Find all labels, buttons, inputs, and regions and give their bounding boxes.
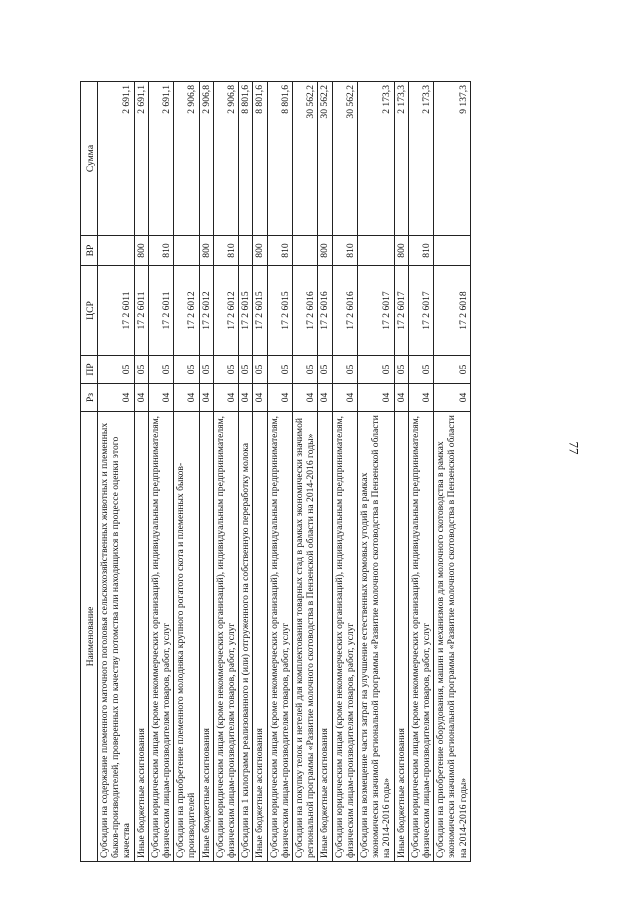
cell-pr: 05 xyxy=(434,356,471,384)
cell-vr xyxy=(239,236,253,266)
cell-name: Иные бюджетные ассигнования xyxy=(199,412,213,862)
cell-csr: 17 2 6016 xyxy=(318,266,332,356)
table-row xyxy=(267,82,292,862)
cell-vr: 800 xyxy=(394,236,408,266)
cell-name: Субсидии на содержание племенного маточного поголовья сельскохозяйственных животных и племенных быков-производителей, проверенных по качеству потомства или находящихся в процессе оценки этого качества xyxy=(98,412,135,862)
cell-name: Субсидии юридическим лицам (кроме некоммерческих организаций), индивидуальным предпринимателям, физическим лицам-производителям товаров, работ, услуг xyxy=(213,412,238,862)
cell-name: Субсидии на приобретение племенного молодняка крупного рогатого скота и племенных быков-производителей xyxy=(174,412,199,862)
cell-csr: 17 2 6017 xyxy=(358,266,395,356)
cell-name: Иные бюджетные ассигнования xyxy=(134,412,148,862)
cell-pr: 05 xyxy=(358,356,395,384)
table-row xyxy=(408,82,433,862)
cell-csr: 17 2 6017 xyxy=(394,266,408,356)
cell-vr: 800 xyxy=(134,236,148,266)
cell-pr: 05 xyxy=(253,356,267,384)
cell-name: Субсидии юридическим лицам (кроме некоммерческих организаций), индивидуальным предпринимателям, физическим лицам-производителям товаров, работ, услуг xyxy=(267,412,292,862)
header-vr: ВР xyxy=(81,236,98,266)
cell-sum: 2 173,3 xyxy=(408,82,433,236)
cell-name: Субсидии юридическим лицам (кроме некоммерческих организаций), индивидуальным предпринимателям, физическим лицам-производителям товаров, работ, услуг xyxy=(148,412,173,862)
cell-sum: 2 906,8 xyxy=(199,82,213,236)
cell-sum: 2 691,1 xyxy=(98,82,135,236)
cell-pr: 05 xyxy=(174,356,199,384)
cell-csr: 17 2 6018 xyxy=(434,266,471,356)
cell-rz: 04 xyxy=(98,384,135,412)
cell-sum: 2 906,8 xyxy=(213,82,238,236)
table-row xyxy=(332,82,357,862)
cell-sum: 2 173,3 xyxy=(358,82,395,236)
cell-sum: 2 691,1 xyxy=(134,82,148,236)
cell-csr: 17 2 6011 xyxy=(148,266,173,356)
cell-vr: 810 xyxy=(332,236,357,266)
cell-rz: 04 xyxy=(434,384,471,412)
cell-pr: 05 xyxy=(408,356,433,384)
table-body xyxy=(98,82,471,862)
cell-csr: 17 2 6012 xyxy=(174,266,199,356)
cell-rz: 04 xyxy=(267,384,292,412)
cell-rz: 04 xyxy=(174,384,199,412)
cell-csr: 17 2 6016 xyxy=(332,266,357,356)
cell-name: Иные бюджетные ассигнования xyxy=(394,412,408,862)
cell-sum: 8 801,6 xyxy=(239,82,253,236)
cell-name: Субсидии юридическим лицам (кроме некоммерческих организаций), индивидуальным предпринимателям, физическим лицам-производителям товаров, работ, услуг xyxy=(408,412,433,862)
header-csr: ЦСР xyxy=(81,266,98,356)
cell-rz: 04 xyxy=(408,384,433,412)
cell-rz: 04 xyxy=(253,384,267,412)
cell-rz: 04 xyxy=(318,384,332,412)
table-row xyxy=(239,82,253,862)
header-rz: Рз xyxy=(81,384,98,412)
cell-vr xyxy=(293,236,318,266)
cell-pr: 05 xyxy=(148,356,173,384)
cell-rz: 04 xyxy=(134,384,148,412)
budget-table xyxy=(80,81,471,862)
cell-sum: 30 562,2 xyxy=(293,82,318,236)
table-row xyxy=(293,82,318,862)
cell-name: Субсидии на 1 килограмм реализованного и (или) отгруженного на собственную переработку молока xyxy=(239,412,253,862)
cell-pr: 05 xyxy=(332,356,357,384)
cell-vr xyxy=(358,236,395,266)
header-sum: Сумма xyxy=(81,82,98,236)
cell-sum: 9 137,3 xyxy=(434,82,471,236)
cell-vr: 800 xyxy=(199,236,213,266)
cell-vr: 800 xyxy=(253,236,267,266)
cell-pr: 05 xyxy=(318,356,332,384)
cell-name: Субсидии на приобретение оборудования, машин и механизмов для молочного скотоводства в рамках экономически значимой региональной программы «Развитие молочного скотоводства в Пензенской области на 2014-2016 годы» xyxy=(434,412,471,862)
cell-vr: 810 xyxy=(148,236,173,266)
cell-rz: 04 xyxy=(332,384,357,412)
cell-rz: 04 xyxy=(358,384,395,412)
header-pr: ПР xyxy=(81,356,98,384)
cell-pr: 05 xyxy=(199,356,213,384)
cell-sum: 2 691,1 xyxy=(148,82,173,236)
cell-sum: 30 562,2 xyxy=(318,82,332,236)
cell-rz: 04 xyxy=(293,384,318,412)
cell-rz: 04 xyxy=(394,384,408,412)
cell-csr: 17 2 6015 xyxy=(253,266,267,356)
cell-vr: 810 xyxy=(213,236,238,266)
cell-csr: 17 2 6017 xyxy=(408,266,433,356)
cell-pr: 05 xyxy=(98,356,135,384)
cell-vr: 800 xyxy=(318,236,332,266)
cell-pr: 05 xyxy=(213,356,238,384)
cell-pr: 05 xyxy=(134,356,148,384)
cell-pr: 05 xyxy=(293,356,318,384)
table-row xyxy=(253,82,267,862)
cell-csr: 17 2 6015 xyxy=(239,266,253,356)
cell-sum: 8 801,6 xyxy=(267,82,292,236)
header-name: Наименование xyxy=(81,412,98,862)
cell-sum: 2 906,8 xyxy=(174,82,199,236)
cell-name: Субсидии на покупку телок и нетелей для комплектования товарных стад в рамках экономически значимой региональной программы «Развитие молочного скотоводства в Пензенской области на 2014-2016 годы» xyxy=(293,412,318,862)
table-row xyxy=(213,82,238,862)
cell-csr: 17 2 6015 xyxy=(267,266,292,356)
cell-csr: 17 2 6016 xyxy=(293,266,318,356)
table-row xyxy=(134,82,148,862)
rotated-table-container xyxy=(80,82,566,862)
table-row xyxy=(394,82,408,862)
cell-name: Иные бюджетные ассигнования xyxy=(318,412,332,862)
table-row xyxy=(98,82,135,862)
cell-sum: 30 562,2 xyxy=(332,82,357,236)
cell-pr: 05 xyxy=(394,356,408,384)
cell-pr: 05 xyxy=(239,356,253,384)
table-row xyxy=(199,82,213,862)
cell-name: Субсидии на возмещение части затрат на улучшение естественных кормовых угодий в рамках экономически значимой региональной программы «Развитие молочного скотоводства в Пензенской области на 2014-2016 годы» xyxy=(358,412,395,862)
cell-rz: 04 xyxy=(148,384,173,412)
cell-rz: 04 xyxy=(239,384,253,412)
table-row xyxy=(434,82,471,862)
cell-csr: 17 2 6011 xyxy=(134,266,148,356)
page-number: 77 xyxy=(566,441,582,455)
cell-sum: 2 173,3 xyxy=(394,82,408,236)
cell-vr: 810 xyxy=(408,236,433,266)
cell-pr: 05 xyxy=(267,356,292,384)
cell-name: Субсидии юридическим лицам (кроме некоммерческих организаций), индивидуальным предпринимателям, физическим лицам-производителям товаров, работ, услуг xyxy=(332,412,357,862)
cell-vr xyxy=(174,236,199,266)
cell-rz: 04 xyxy=(213,384,238,412)
table-row xyxy=(358,82,395,862)
cell-sum: 8 801,6 xyxy=(253,82,267,236)
cell-csr: 17 2 6011 xyxy=(98,266,135,356)
table-header-row xyxy=(81,82,98,862)
table-row xyxy=(148,82,173,862)
cell-name: Иные бюджетные ассигнования xyxy=(253,412,267,862)
table-row xyxy=(318,82,332,862)
cell-csr: 17 2 6012 xyxy=(199,266,213,356)
cell-csr: 17 2 6012 xyxy=(213,266,238,356)
cell-vr xyxy=(98,236,135,266)
cell-vr xyxy=(434,236,471,266)
cell-rz: 04 xyxy=(199,384,213,412)
cell-vr: 810 xyxy=(267,236,292,266)
table-row xyxy=(174,82,199,862)
